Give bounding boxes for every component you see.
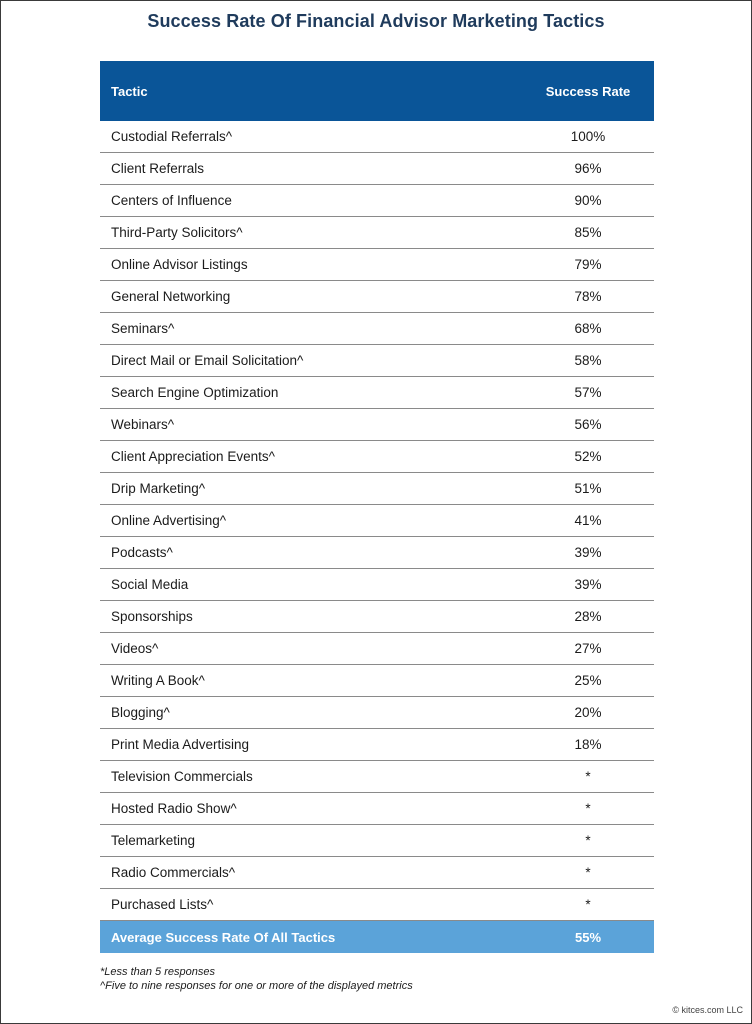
row-tactic: Webinars^ <box>111 417 175 432</box>
row-success-rate: 25% <box>574 673 602 688</box>
table-row <box>100 761 654 793</box>
row-tactic: Custodial Referrals^ <box>111 129 233 144</box>
row-tactic: Hosted Radio Show^ <box>111 801 237 816</box>
table-row <box>100 185 654 217</box>
row-tactic: Client Appreciation Events^ <box>111 449 275 464</box>
row-tactic: Podcasts^ <box>111 545 173 560</box>
table-row <box>100 249 654 281</box>
header-tactic: Tactic <box>111 83 148 99</box>
row-tactic: Online Advisor Listings <box>111 257 248 272</box>
table-header <box>100 61 654 121</box>
row-tactic: Radio Commercials^ <box>111 865 236 880</box>
row-tactic: Videos^ <box>111 641 159 656</box>
row-success-rate: 100% <box>570 129 606 144</box>
row-tactic: Blogging^ <box>111 705 170 720</box>
row-success-rate: 52% <box>574 449 602 464</box>
table-row <box>100 217 654 249</box>
row-tactic: Print Media Advertising <box>111 737 250 752</box>
table-row <box>100 121 654 153</box>
table-row <box>100 313 654 345</box>
average-rate: 55% <box>574 929 602 945</box>
table-row <box>100 505 654 537</box>
table-row <box>100 857 654 889</box>
table-row <box>100 793 654 825</box>
table-row <box>100 729 654 761</box>
row-tactic: Drip Marketing^ <box>111 481 206 496</box>
row-tactic: Online Advertising^ <box>111 513 227 528</box>
footnotes <box>100 965 413 993</box>
table-row <box>100 377 654 409</box>
row-success-rate: * <box>585 801 591 816</box>
table-row <box>100 633 654 665</box>
row-tactic: Centers of Influence <box>111 193 232 208</box>
footnote-less-than-5: *Less than 5 responses <box>100 966 215 978</box>
row-success-rate: 27% <box>574 641 602 656</box>
table-row <box>100 345 654 377</box>
table-row <box>100 153 654 185</box>
average-row <box>100 921 654 953</box>
table-row <box>100 697 654 729</box>
table-row <box>100 409 654 441</box>
row-success-rate: 39% <box>574 545 602 560</box>
row-tactic: Sponsorships <box>111 609 193 624</box>
row-success-rate: 78% <box>574 289 602 304</box>
row-tactic: Telemarketing <box>111 833 196 848</box>
row-tactic: Third-Party Solicitors^ <box>111 225 243 240</box>
page-title: Success Rate Of Financial Advisor Marketing Tactics <box>147 11 605 31</box>
row-tactic: General Networking <box>111 289 231 304</box>
header-success-rate: Success Rate <box>545 83 631 99</box>
row-success-rate: * <box>585 833 591 848</box>
table-row <box>100 473 654 505</box>
row-success-rate: 51% <box>574 481 602 496</box>
row-success-rate: * <box>585 897 591 912</box>
footnote-five-to-nine: ^Five to nine responses for one or more of the displayed metrics <box>100 980 413 992</box>
row-success-rate: 28% <box>574 609 602 624</box>
table-row <box>100 825 654 857</box>
row-tactic: Search Engine Optimization <box>111 385 279 400</box>
row-success-rate: 79% <box>574 257 602 272</box>
row-tactic: Seminars^ <box>111 321 175 336</box>
table-row <box>100 569 654 601</box>
table-row <box>100 601 654 633</box>
row-success-rate: 68% <box>574 321 602 336</box>
row-tactic: Purchased Lists^ <box>111 897 214 912</box>
row-tactic: Client Referrals <box>111 161 205 176</box>
row-success-rate: 18% <box>574 737 602 752</box>
row-success-rate: 96% <box>574 161 602 176</box>
table-row <box>100 665 654 697</box>
row-success-rate: 20% <box>574 705 602 720</box>
row-tactic: Writing A Book^ <box>111 673 205 688</box>
table-row <box>100 537 654 569</box>
row-success-rate: 39% <box>574 577 602 592</box>
row-success-rate: 58% <box>574 353 602 368</box>
row-success-rate: * <box>585 865 591 880</box>
row-success-rate: 57% <box>574 385 602 400</box>
row-tactic: Television Commercials <box>111 769 253 784</box>
row-success-rate: 56% <box>574 417 602 432</box>
table-body <box>100 121 654 921</box>
row-success-rate: 41% <box>574 513 602 528</box>
table-row <box>100 281 654 313</box>
table-row <box>100 889 654 921</box>
row-success-rate: * <box>585 769 591 784</box>
table-row <box>100 441 654 473</box>
row-tactic: Direct Mail or Email Solicitation^ <box>111 353 304 368</box>
copyright-text: © kitces.com LLC <box>672 1005 743 1015</box>
row-tactic: Social Media <box>111 577 189 592</box>
row-success-rate: 85% <box>574 225 602 240</box>
row-success-rate: 90% <box>574 193 602 208</box>
average-label: Average Success Rate Of All Tactics <box>111 929 336 945</box>
tactics-table <box>100 61 654 953</box>
